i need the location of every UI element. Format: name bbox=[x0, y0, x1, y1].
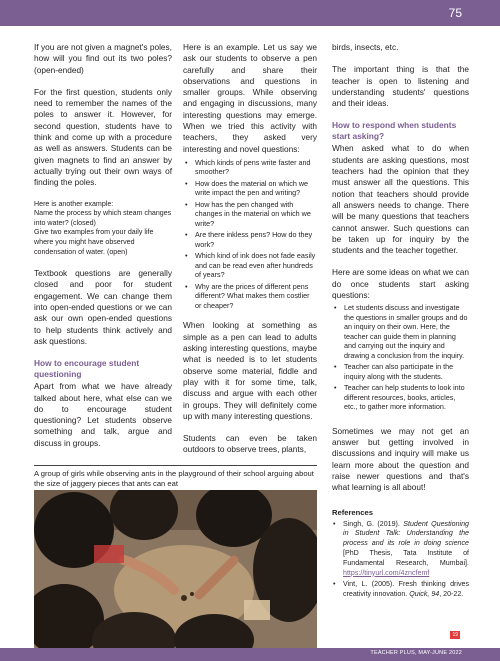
list-item: • Teacher can also participate in the inquiry along with the students. bbox=[332, 362, 469, 381]
photo-girls-observing-ants bbox=[34, 490, 317, 648]
photo-caption: A group of girls while observing ants in the playground of their school arguing about the size of jaggery pieces that ants can eat bbox=[34, 465, 317, 489]
references-heading: References bbox=[332, 507, 373, 517]
column-1 bbox=[34, 42, 172, 460]
paragraph: Textbook questions are generally closed and poor for student engagement. We can change them into open-ended questions or we can ask our own open-ended questions to help students think actively and ask questions. bbox=[34, 268, 172, 346]
ref-link[interactable]: https://tinyurl.com/4zncfemf bbox=[343, 568, 430, 577]
page-number: 75 bbox=[448, 6, 462, 20]
example-intro: Here is another example: bbox=[34, 199, 114, 208]
column-3 bbox=[332, 42, 469, 602]
list-item: • Are there inkless pens? How do they work? bbox=[183, 230, 317, 249]
list-item: • Why are the prices of different pens different? What makes them costlier or cheaper? bbox=[183, 282, 317, 311]
ref-authors: Vint, L. (2005). Fresh thinking drives creativity innovation. bbox=[343, 580, 469, 599]
photo-illustration bbox=[34, 490, 317, 648]
reference-item bbox=[332, 520, 469, 579]
header-bar bbox=[0, 0, 500, 26]
paragraph: birds, insects, etc. bbox=[332, 42, 399, 52]
paragraph: If you are not given a magnet's poles, how will you find out its two poles? (open-ended) bbox=[34, 42, 172, 75]
ref-authors: Singh, G. (2019). bbox=[343, 519, 404, 528]
column-2 bbox=[183, 42, 317, 467]
reference-item bbox=[332, 580, 469, 600]
ref-pages: , 20-22. bbox=[439, 590, 464, 599]
list-item: • How does the material on which we write impact the pen and writing? bbox=[183, 179, 317, 198]
paragraph: For the first question, students only need to remember the names of the poles to answer it. However, for second question, students have to think and come up with a procedure as well as answers. Students can be given magnets to find an answer by actually trying out their own ways of finding the poles. bbox=[34, 86, 172, 188]
list-item: • Which kinds of pens write faster and smoother? bbox=[183, 158, 317, 177]
ideas-list bbox=[332, 303, 469, 412]
ref-title: Student Questioning in Student Talk: Understanding the process and its role in doing science bbox=[343, 519, 469, 548]
ref-source: [PhD Thesis, Tata Institute of Fundamental Research, Mumbai]. bbox=[343, 549, 469, 567]
page-badge: 19 bbox=[452, 632, 458, 638]
paragraph: Here is an example. Let us say we ask our students to observe a pen carefully and share their observations and questions in smaller groups. While observing and engaging in discussions, many interesting questions may emerge. When we tried this activity with teachers, they asked very interesting and novel questions: bbox=[183, 42, 317, 154]
example-block bbox=[34, 200, 172, 258]
example-closed: Name the process by which steam changes into water? (closed) bbox=[34, 209, 172, 227]
example-open: Give two examples from your daily life where you might have observed condensation of water. (open) bbox=[34, 228, 154, 256]
pen-questions-list bbox=[183, 158, 317, 311]
paragraph: The important thing is that the teacher is open to listening and understanding students' questions and their ideas. bbox=[332, 64, 469, 109]
list-item: • Which kind of ink does not fade easily and can be read even after hundreds of years? bbox=[183, 251, 317, 280]
paragraph: Students can even be taken outdoors to observe trees, plants, bbox=[183, 433, 317, 455]
section-heading: How to encourage student questioning bbox=[34, 358, 140, 380]
paragraph: Here are some ideas on what we can do once students start asking questions: bbox=[332, 267, 469, 301]
paragraph: When looking at something as simple as a pen can lead to adults asking interesting questions, maybe what is needed is to let students observe some material, fiddle and play with it for some time, talk, discuss and argue with each other in groups. They will definitely come up with many interesting questions. bbox=[183, 320, 317, 421]
list-item: • How has the pen changed with changes in the material on which we write? bbox=[183, 200, 317, 229]
paragraph: When asked what to do when students are asking questions, most teachers had the opinion that they must answer all the questions. This notion that teachers should provide all answers needs to change. There will be many questions that teachers cannot answer. Such questions can be taken up for inquiry by the students and the teacher together. bbox=[332, 143, 469, 256]
paragraph: Apart from what we have already talked about here, what else can we do to encourage student questioning? Let students observe something and talk, argue and discuss in groups. bbox=[34, 381, 172, 448]
references-list bbox=[332, 520, 469, 600]
ref-journal: Quick, 94 bbox=[409, 590, 440, 599]
section-heading: How to respond when students start asking? bbox=[332, 120, 457, 142]
footer-magazine: TEACHER PLUS, MAY-JUNE 2022 bbox=[370, 650, 462, 656]
paragraph: Sometimes we may not get an answer but getting involved in discussions and inquiry will make us learn more about the question and raise newer questions and that's what learning is all about! bbox=[332, 425, 469, 493]
list-item: • Let students discuss and investigate the questions in smaller groups and do an inquiry on their own. Here, the teacher can guide them in planning and carrying out the inquiry and drawing a conclusion from the inquiry. bbox=[332, 303, 469, 360]
list-item: • Teacher can help students to look into different resources, books, articles, etc., to gather more information. bbox=[332, 383, 469, 412]
